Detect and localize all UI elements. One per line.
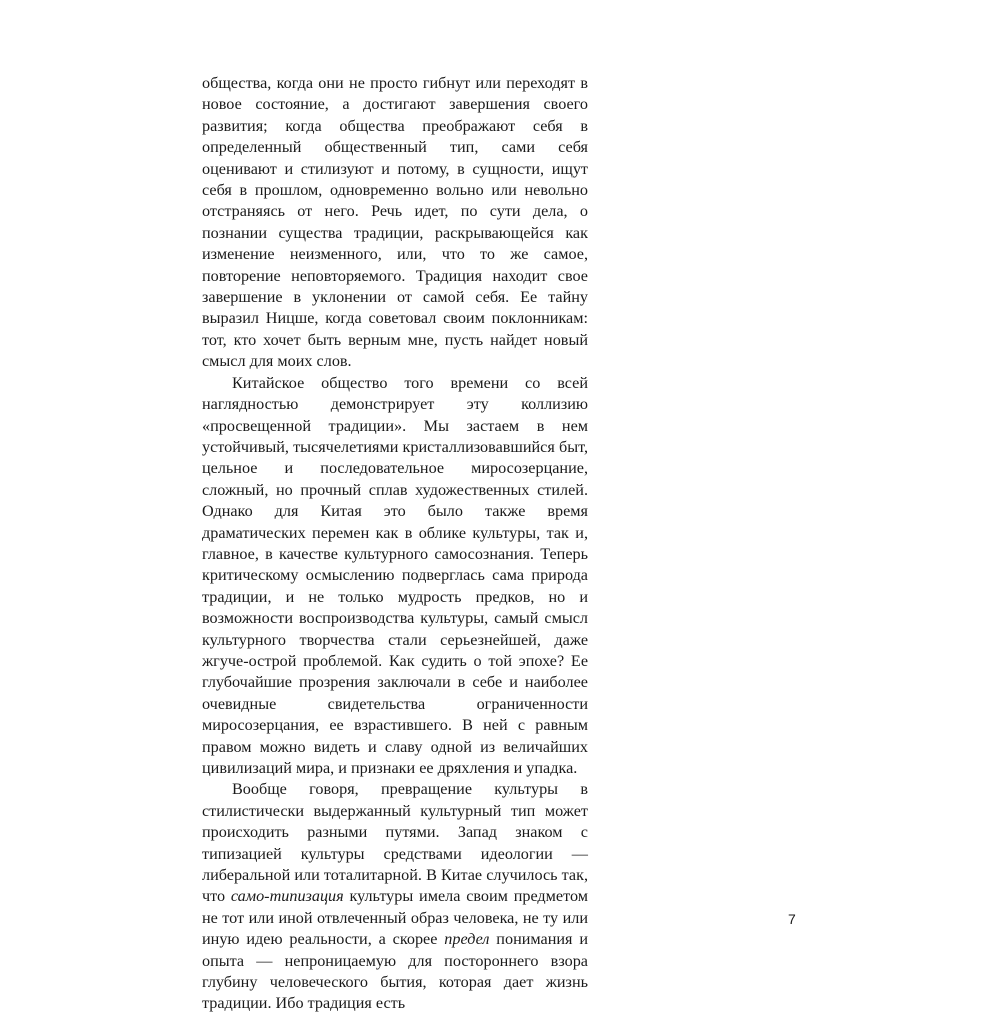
paragraph-1-text: общества, когда они не просто гибнут или переходят в новое состояние, а достигают завершения своего развития; когда общества преображают себя в определенный общественный тип, сами себя оценивают и стилизуют и потому, в сущности, ищут себя в прошлом, одновременно вольно или невольно отстраняясь от него. Речь идет, по сути дела, о познании существа традиции, раскрывающейся как изменение неизменного, или, что то же самое, повторение неповторяемого. Традиция находит свое завершение в уклонении от самой себя. Ее тайну выразил Ницше, когда советовал своим поклонникам: тот, кто хочет быть верным мне, пусть найдет новый смысл для моих слов. [202,74,588,371]
paragraph-3 [202,779,588,1014]
page-number: 7 [788,911,796,927]
paragraph-3-text-c: понимания и опыта — непроницаемую для постороннего взора глубину человеческого бытия, которая дает жизнь традиции. Ибо традиция есть [202,930,588,1013]
paragraph-3-italic-a: само-типизация [230,887,344,906]
paragraph-2-text: Китайское общество того времени со всей наглядностью демонстрирует эту коллизию «просвещенной традиции». Мы застаем в нем устойчивый, тысячелетиями кристаллизовавшийся быт, цельное и последовательное миросозерцание, сложный, но прочный сплав художественных стилей. Однако для Китая это было также время драматических перемен как в облике культуры, так и, главное, в качестве культурного самосознания. Теперь критическому осмыслению подверглась сама природа традиции, и не только мудрость предков, но и возможности воспроизводства культуры, самый смысл культурного творчества стали серьезнейшей, даже жгуче-острой проблемой. Как судить о той эпохе? Ее глубочайшие прозрения заключали в себе и наиболее очевидные свидетельства ограниченности миросозерцания, ее взрастившего. В ней с равным правом можно видеть и славу одной из величайших цивилизаций мира, и признаки ее дряхления и упадка. [202,373,588,777]
paragraph-2 [202,373,588,780]
body-text [202,73,588,1015]
paragraph-1 [202,73,588,373]
paragraph-3-text-a: Вообще говоря, превращение культуры в стилистически выдержанный культурный тип может происходить разными путями. Запад знаком с типизацией культуры средствами идеологии — либеральной или тоталитарной. В Китае случилось так, что [202,780,588,906]
paragraph-3-italic-b: предел [444,930,490,949]
paragraph-3-text-b: культуры имела своим предметом не тот или иной отвлеченный образ человека, не ту или иную идею реальности, а скорее [202,887,588,949]
